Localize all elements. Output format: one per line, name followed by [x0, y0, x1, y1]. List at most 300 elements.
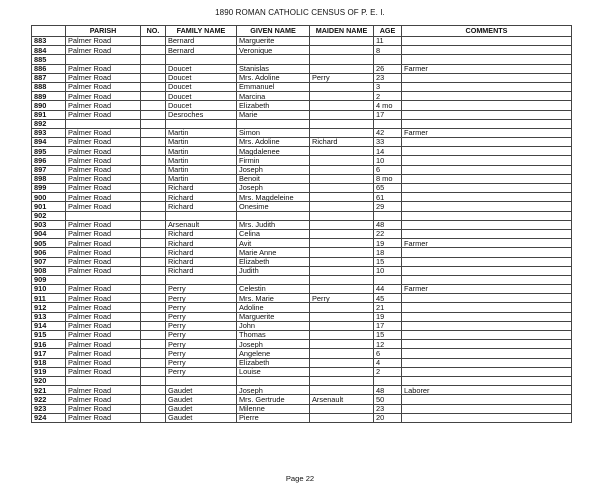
- family-name-cell: Perry: [166, 312, 237, 321]
- no-cell: [141, 248, 166, 257]
- family-name-cell: Doucet: [166, 64, 237, 73]
- no-cell: [141, 184, 166, 193]
- comments-cell: Laborer: [402, 386, 572, 395]
- no-cell: [141, 303, 166, 312]
- family-name-cell: Richard: [166, 184, 237, 193]
- table-row: [32, 82, 572, 91]
- parish-cell: Palmer Road: [66, 285, 141, 294]
- table-row: [32, 46, 572, 55]
- comments-cell: [402, 220, 572, 229]
- row-number-cell: 907: [32, 257, 66, 266]
- age-cell: 8 mo: [374, 174, 402, 183]
- parish-cell: Palmer Road: [66, 101, 141, 110]
- parish-cell: Palmer Road: [66, 165, 141, 174]
- no-cell: [141, 340, 166, 349]
- given-name-cell: Mrs. Marie: [237, 294, 310, 303]
- maiden-name-cell: [310, 92, 374, 101]
- no-cell: [141, 367, 166, 376]
- no-cell: [141, 128, 166, 137]
- age-cell: 4: [374, 358, 402, 367]
- given-name-cell: Joseph: [237, 184, 310, 193]
- header-family-name: FAMILY NAME: [166, 26, 237, 37]
- given-name-cell: Joseph: [237, 165, 310, 174]
- given-name-cell: Adoline: [237, 303, 310, 312]
- no-cell: [141, 285, 166, 294]
- age-cell: 15: [374, 257, 402, 266]
- parish-cell: [66, 211, 141, 220]
- age-cell: [374, 376, 402, 385]
- header-parish: PARISH: [66, 26, 141, 37]
- comments-cell: [402, 229, 572, 238]
- family-name-cell: Gaudet: [166, 413, 237, 422]
- row-number-cell: 883: [32, 37, 66, 46]
- row-number-cell: 920: [32, 376, 66, 385]
- maiden-name-cell: [310, 128, 374, 137]
- no-cell: [141, 138, 166, 147]
- parish-cell: Palmer Road: [66, 37, 141, 46]
- comments-cell: [402, 55, 572, 64]
- row-number-cell: 912: [32, 303, 66, 312]
- parish-cell: Palmer Road: [66, 312, 141, 321]
- family-name-cell: Martin: [166, 174, 237, 183]
- family-name-cell: Bernard: [166, 37, 237, 46]
- row-number-cell: 915: [32, 331, 66, 340]
- comments-cell: Farmer: [402, 128, 572, 137]
- parish-cell: Palmer Road: [66, 413, 141, 422]
- table-row: [32, 138, 572, 147]
- maiden-name-cell: [310, 413, 374, 422]
- family-name-cell: Doucet: [166, 92, 237, 101]
- family-name-cell: Richard: [166, 202, 237, 211]
- no-cell: [141, 174, 166, 183]
- row-number-cell: 887: [32, 73, 66, 82]
- maiden-name-cell: [310, 367, 374, 376]
- row-number-cell: 908: [32, 266, 66, 275]
- no-cell: [141, 413, 166, 422]
- no-cell: [141, 275, 166, 284]
- family-name-cell: Perry: [166, 358, 237, 367]
- comments-cell: [402, 82, 572, 91]
- maiden-name-cell: [310, 184, 374, 193]
- family-name-cell: Richard: [166, 229, 237, 238]
- age-cell: 19: [374, 239, 402, 248]
- row-number-cell: 899: [32, 184, 66, 193]
- no-cell: [141, 386, 166, 395]
- no-cell: [141, 266, 166, 275]
- table-row: [32, 404, 572, 413]
- age-cell: 65: [374, 184, 402, 193]
- family-name-cell: Martin: [166, 156, 237, 165]
- no-cell: [141, 331, 166, 340]
- maiden-name-cell: [310, 220, 374, 229]
- row-number-cell: 889: [32, 92, 66, 101]
- table-row: [32, 266, 572, 275]
- age-cell: 8: [374, 46, 402, 55]
- parish-cell: Palmer Road: [66, 404, 141, 413]
- given-name-cell: Marguerite: [237, 37, 310, 46]
- given-name-cell: Stanislas: [237, 64, 310, 73]
- age-cell: [374, 211, 402, 220]
- comments-cell: [402, 165, 572, 174]
- no-cell: [141, 239, 166, 248]
- comments-cell: [402, 266, 572, 275]
- maiden-name-cell: [310, 37, 374, 46]
- given-name-cell: Elizabeth: [237, 358, 310, 367]
- no-cell: [141, 156, 166, 165]
- given-name-cell: Pierre: [237, 413, 310, 422]
- given-name-cell: [237, 119, 310, 128]
- age-cell: 12: [374, 340, 402, 349]
- comments-cell: [402, 174, 572, 183]
- no-cell: [141, 73, 166, 82]
- maiden-name-cell: [310, 349, 374, 358]
- header-row-number: [32, 26, 66, 37]
- parish-cell: Palmer Road: [66, 174, 141, 183]
- maiden-name-cell: [310, 156, 374, 165]
- table-row: [32, 101, 572, 110]
- family-name-cell: Richard: [166, 257, 237, 266]
- family-name-cell: Doucet: [166, 73, 237, 82]
- maiden-name-cell: [310, 303, 374, 312]
- parish-cell: [66, 119, 141, 128]
- maiden-name-cell: [310, 211, 374, 220]
- family-name-cell: Doucet: [166, 82, 237, 91]
- row-number-cell: 901: [32, 202, 66, 211]
- given-name-cell: Judith: [237, 266, 310, 275]
- table-row: [32, 294, 572, 303]
- table-row: [32, 239, 572, 248]
- no-cell: [141, 220, 166, 229]
- parish-cell: Palmer Road: [66, 248, 141, 257]
- age-cell: [374, 275, 402, 284]
- parish-cell: Palmer Road: [66, 147, 141, 156]
- table-row: [32, 37, 572, 46]
- age-cell: 44: [374, 285, 402, 294]
- row-number-cell: 913: [32, 312, 66, 321]
- parish-cell: Palmer Road: [66, 110, 141, 119]
- no-cell: [141, 229, 166, 238]
- family-name-cell: Doucet: [166, 101, 237, 110]
- maiden-name-cell: Perry: [310, 294, 374, 303]
- comments-cell: [402, 46, 572, 55]
- table-row: [32, 64, 572, 73]
- age-cell: 33: [374, 138, 402, 147]
- family-name-cell: Desroches: [166, 110, 237, 119]
- census-table-body: [32, 37, 572, 423]
- row-number-cell: 890: [32, 101, 66, 110]
- age-cell: 11: [374, 37, 402, 46]
- parish-cell: Palmer Road: [66, 395, 141, 404]
- comments-cell: [402, 184, 572, 193]
- comments-cell: [402, 211, 572, 220]
- table-row: [32, 331, 572, 340]
- no-cell: [141, 404, 166, 413]
- maiden-name-cell: [310, 64, 374, 73]
- age-cell: 23: [374, 404, 402, 413]
- parish-cell: Palmer Road: [66, 331, 141, 340]
- parish-cell: Palmer Road: [66, 229, 141, 238]
- table-row: [32, 73, 572, 82]
- parish-cell: Palmer Road: [66, 386, 141, 395]
- maiden-name-cell: [310, 110, 374, 119]
- no-cell: [141, 37, 166, 46]
- no-cell: [141, 257, 166, 266]
- row-number-cell: 917: [32, 349, 66, 358]
- comments-cell: [402, 275, 572, 284]
- comments-cell: Farmer: [402, 285, 572, 294]
- header-row: [32, 26, 572, 37]
- maiden-name-cell: [310, 321, 374, 330]
- row-number-cell: 884: [32, 46, 66, 55]
- no-cell: [141, 46, 166, 55]
- given-name-cell: Marguerite: [237, 312, 310, 321]
- no-cell: [141, 376, 166, 385]
- family-name-cell: Richard: [166, 193, 237, 202]
- comments-cell: [402, 119, 572, 128]
- no-cell: [141, 101, 166, 110]
- parish-cell: Palmer Road: [66, 349, 141, 358]
- comments-cell: [402, 294, 572, 303]
- maiden-name-cell: [310, 285, 374, 294]
- comments-cell: [402, 331, 572, 340]
- header-no: NO.: [141, 26, 166, 37]
- row-number-cell: 919: [32, 367, 66, 376]
- parish-cell: Palmer Road: [66, 73, 141, 82]
- given-name-cell: Avit: [237, 239, 310, 248]
- given-name-cell: John: [237, 321, 310, 330]
- no-cell: [141, 82, 166, 91]
- parish-cell: Palmer Road: [66, 321, 141, 330]
- comments-cell: [402, 303, 572, 312]
- age-cell: 48: [374, 386, 402, 395]
- row-number-cell: 924: [32, 413, 66, 422]
- table-row: [32, 202, 572, 211]
- table-row: [32, 413, 572, 422]
- given-name-cell: Elizabeth: [237, 101, 310, 110]
- age-cell: 15: [374, 331, 402, 340]
- family-name-cell: Martin: [166, 165, 237, 174]
- family-name-cell: Martin: [166, 147, 237, 156]
- parish-cell: Palmer Road: [66, 367, 141, 376]
- given-name-cell: Celestin: [237, 285, 310, 294]
- given-name-cell: Marcina: [237, 92, 310, 101]
- family-name-cell: Perry: [166, 303, 237, 312]
- parish-cell: [66, 55, 141, 64]
- comments-cell: [402, 138, 572, 147]
- family-name-cell: Richard: [166, 266, 237, 275]
- maiden-name-cell: [310, 174, 374, 183]
- row-number-cell: 903: [32, 220, 66, 229]
- age-cell: 17: [374, 110, 402, 119]
- row-number-cell: 898: [32, 174, 66, 183]
- given-name-cell: Onesime: [237, 202, 310, 211]
- maiden-name-cell: [310, 202, 374, 211]
- age-cell: 6: [374, 165, 402, 174]
- family-name-cell: [166, 211, 237, 220]
- age-cell: 42: [374, 128, 402, 137]
- row-number-cell: 895: [32, 147, 66, 156]
- table-row: [32, 358, 572, 367]
- no-cell: [141, 211, 166, 220]
- age-cell: 21: [374, 303, 402, 312]
- parish-cell: Palmer Road: [66, 358, 141, 367]
- given-name-cell: Benoit: [237, 174, 310, 183]
- table-row: [32, 257, 572, 266]
- census-table: [31, 25, 572, 423]
- given-name-cell: Mrs. Adoline: [237, 138, 310, 147]
- maiden-name-cell: Perry: [310, 73, 374, 82]
- row-number-cell: 892: [32, 119, 66, 128]
- parish-cell: Palmer Road: [66, 220, 141, 229]
- no-cell: [141, 349, 166, 358]
- table-row: [32, 55, 572, 64]
- family-name-cell: Perry: [166, 321, 237, 330]
- maiden-name-cell: [310, 376, 374, 385]
- row-number-cell: 916: [32, 340, 66, 349]
- row-number-cell: 894: [32, 138, 66, 147]
- family-name-cell: Perry: [166, 331, 237, 340]
- comments-cell: [402, 147, 572, 156]
- given-name-cell: Joseph: [237, 340, 310, 349]
- family-name-cell: [166, 275, 237, 284]
- comments-cell: [402, 404, 572, 413]
- row-number-cell: 911: [32, 294, 66, 303]
- table-row: [32, 193, 572, 202]
- age-cell: 50: [374, 395, 402, 404]
- age-cell: 23: [374, 73, 402, 82]
- given-name-cell: Firmin: [237, 156, 310, 165]
- row-number-cell: 888: [32, 82, 66, 91]
- header-maiden-name: MAIDEN NAME: [310, 26, 374, 37]
- family-name-cell: Martin: [166, 138, 237, 147]
- given-name-cell: Magdalenee: [237, 147, 310, 156]
- row-number-cell: 902: [32, 211, 66, 220]
- comments-cell: [402, 156, 572, 165]
- table-row: [32, 367, 572, 376]
- comments-cell: [402, 257, 572, 266]
- table-row: [32, 321, 572, 330]
- page-number: Page 22: [285, 474, 315, 483]
- family-name-cell: Richard: [166, 239, 237, 248]
- comments-cell: Farmer: [402, 64, 572, 73]
- table-row: [32, 285, 572, 294]
- family-name-cell: [166, 55, 237, 64]
- family-name-cell: Martin: [166, 128, 237, 137]
- comments-cell: [402, 92, 572, 101]
- table-row: [32, 92, 572, 101]
- parish-cell: Palmer Road: [66, 294, 141, 303]
- table-row: [32, 184, 572, 193]
- family-name-cell: Gaudet: [166, 395, 237, 404]
- age-cell: 45: [374, 294, 402, 303]
- given-name-cell: Marie Anne: [237, 248, 310, 257]
- table-row: [32, 156, 572, 165]
- no-cell: [141, 55, 166, 64]
- no-cell: [141, 358, 166, 367]
- age-cell: 3: [374, 82, 402, 91]
- maiden-name-cell: [310, 358, 374, 367]
- table-row: [32, 211, 572, 220]
- parish-cell: Palmer Road: [66, 92, 141, 101]
- age-cell: [374, 55, 402, 64]
- row-number-cell: 909: [32, 275, 66, 284]
- parish-cell: Palmer Road: [66, 128, 141, 137]
- row-number-cell: 891: [32, 110, 66, 119]
- family-name-cell: Perry: [166, 367, 237, 376]
- given-name-cell: Emmanuel: [237, 82, 310, 91]
- maiden-name-cell: [310, 266, 374, 275]
- maiden-name-cell: [310, 312, 374, 321]
- given-name-cell: Milenne: [237, 404, 310, 413]
- maiden-name-cell: [310, 239, 374, 248]
- row-number-cell: 921: [32, 386, 66, 395]
- age-cell: 29: [374, 202, 402, 211]
- maiden-name-cell: [310, 147, 374, 156]
- parish-cell: Palmer Road: [66, 82, 141, 91]
- parish-cell: Palmer Road: [66, 266, 141, 275]
- maiden-name-cell: [310, 257, 374, 266]
- age-cell: 6: [374, 349, 402, 358]
- table-row: [32, 248, 572, 257]
- row-number-cell: 886: [32, 64, 66, 73]
- maiden-name-cell: [310, 386, 374, 395]
- table-row: [32, 376, 572, 385]
- header-age: AGE: [374, 26, 402, 37]
- parish-cell: Palmer Road: [66, 64, 141, 73]
- comments-cell: [402, 101, 572, 110]
- comments-cell: Farmer: [402, 239, 572, 248]
- parish-cell: Palmer Road: [66, 46, 141, 55]
- given-name-cell: Mrs. Adoline: [237, 73, 310, 82]
- table-row: [32, 312, 572, 321]
- parish-cell: Palmer Road: [66, 202, 141, 211]
- no-cell: [141, 92, 166, 101]
- maiden-name-cell: [310, 55, 374, 64]
- comments-cell: [402, 248, 572, 257]
- no-cell: [141, 321, 166, 330]
- parish-cell: [66, 275, 141, 284]
- family-name-cell: [166, 119, 237, 128]
- row-number-cell: 896: [32, 156, 66, 165]
- parish-cell: Palmer Road: [66, 184, 141, 193]
- family-name-cell: Perry: [166, 285, 237, 294]
- given-name-cell: Marie: [237, 110, 310, 119]
- family-name-cell: Arsenault: [166, 220, 237, 229]
- age-cell: 10: [374, 156, 402, 165]
- table-row: [32, 275, 572, 284]
- age-cell: 48: [374, 220, 402, 229]
- maiden-name-cell: [310, 275, 374, 284]
- no-cell: [141, 193, 166, 202]
- age-cell: 61: [374, 193, 402, 202]
- maiden-name-cell: [310, 229, 374, 238]
- age-cell: 14: [374, 147, 402, 156]
- given-name-cell: Veronique: [237, 46, 310, 55]
- comments-cell: [402, 37, 572, 46]
- comments-cell: [402, 73, 572, 82]
- maiden-name-cell: [310, 46, 374, 55]
- row-number-cell: 897: [32, 165, 66, 174]
- given-name-cell: Mrs. Judith: [237, 220, 310, 229]
- age-cell: 20: [374, 413, 402, 422]
- table-row: [32, 340, 572, 349]
- given-name-cell: Thomas: [237, 331, 310, 340]
- comments-cell: [402, 349, 572, 358]
- given-name-cell: Elizabeth: [237, 257, 310, 266]
- comments-cell: [402, 202, 572, 211]
- row-number-cell: 904: [32, 229, 66, 238]
- given-name-cell: [237, 275, 310, 284]
